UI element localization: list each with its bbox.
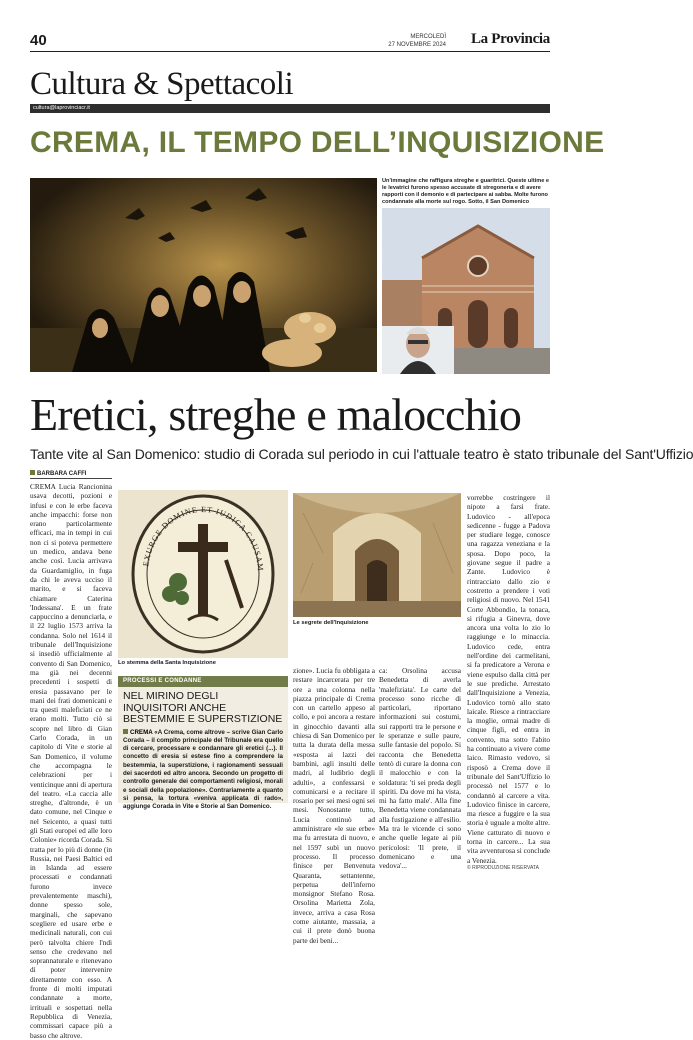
box-tag: PROCESSI E CONDANNE — [118, 676, 288, 687]
page-header — [30, 31, 550, 52]
san-domenico-photo — [382, 208, 550, 374]
article-column-4-text: vorrebbe costringere il nipote a farsi frate. Ludovico - all'epoca sedicenne - fugge a Padova per studiare legge, conosce una ragazza veneziana e la sposa. Dopo poco, la giovane segue il padre a Zante. Ludovico è rintracciato dallo zio e costretto a prendere i voti religiosi di nuovo. Nel 1541 Corte Abbondio, la tonaca, si rifugia a Ginevra, dove ancora una volta lo zio lo raggiunge e lo minaccia. Ludovico cede, entra nell'ordine dei carmelitani, si fa predicatore a Verona e viene espulso dalla città per le sue prediche. Arrestato dall'Inquisizione a Venezia, Ludovico tornò allo stato laicale. Riesce a rintracciare la moglie, ormai madre di cinque figli, ed entra in convento, ma sotto l'abito ha continuato a vivere come laico. Rimasto vedovo, si risposò a Crema dove il tribunale del Sant'Uffizio lo processò nel 1577 e lo condannò al carcere a vita. Ludovico finisce in carcere, ma riesce a fuggire e la sua storia è uguale a molte altre. Viene catturato di nuovo e torna in carcere... La sua vita avventurosa si conclude a Venezia. — [467, 493, 550, 865]
san-domenico-art — [382, 208, 550, 374]
byline-divider — [30, 478, 112, 479]
section-email: cultura@laprovinciacr.it — [33, 105, 90, 111]
page-number: 40 — [30, 32, 47, 49]
article-column-1: CREMA Lucia Rancionina usava decotti, pozioni e infusi e con le erbe faceva anche impacchi: forse non erano particolarmente efficaci, ma in tempi in cui non ci si poteva permettere un medico, andava bene anche così. Lucia arrivava da Guardamiglio, in fuga da chi le aveva ucciso il marito, e si faceva chiamare Caterina 'Indessana'. E un frate cappuccino a denunciarla, e il 22 luglio 1573 arriva la condanna. Solo nel 1614 il tribunale dell'Inquisizione si insediò ufficialmente al convento di San Domenico, ma già nei decenni precedenti i sospetti di eresia passavano per le mani dei frati domenicani e tra questi maleficiati ce ne erano molti. Tutto ciò si scopre nel libro di Gian Carlo Corada, in un capitolo di Vite e storie al San Domenico, il volume che accompagna le celebrazioni per i venticinque anni di apertura del teatro. «La caccia alle streghe, d'altronde, è un dato comune, nel Cinque e nel Seicento, a quasi tutti gli Stati europei ed alle loro Colonie» ricorda Corada. Si tratta per lo più di donne (in Russia, nei Paesi Baltici ed in Islanda ad essere processati e condannati furono invece prevalentemente maschi), donne spesso sole, marginali, che sapevano scegliere ed usare erbe e medicinali naturali, con cui però talvolta chiere l'ndi senso che credevano nel soprannaturale e ritenevano di poter intervenire direttamente con esso. A fronte di molti imputati condannate a morte, irrituali e sospettati nella Repubblica di Venezia, commissari capace più a basso che altrove. — [30, 482, 112, 1040]
box-lead: CREMA — [130, 728, 153, 736]
box-body — [118, 687, 288, 811]
inquisition-cellars-photo — [293, 493, 461, 617]
newspaper-masthead: La Provincia — [470, 31, 550, 47]
inquisition-coat-of-arms — [118, 490, 288, 658]
box-title: NEL MIRINO DEGLI INQUISITORI ANCHE BESTEMMIE E SUPERSTIZIONE — [123, 690, 283, 725]
byline-author: BARBARA CAFFI — [37, 471, 87, 477]
section-title: Cultura & Spettacoli — [30, 66, 294, 102]
photo-caption: Un'immagine che raffigura streghe e guaritrici. Queste ultime e le levatrici furono spesso accusate di stregoneria e di avere rapporti con il demonio e di partecipare ai sabba. Molte furono condannate alla morte sul rogo. Sotto, il San Domenico — [382, 178, 550, 205]
witches-painting-art — [30, 178, 377, 372]
byline-square-icon — [30, 470, 35, 475]
segreti-art — [293, 493, 461, 617]
kicker: CREMA, IL TEMPO DELL’INQUISIZIONE — [30, 126, 605, 159]
box-paragraph: «A Crema, come altrove – scrive Gian Carlo Corada – il compito principale del Tribunale era quello di cercare, processare e condannare gli eretici (...). Il concetto di eresia si estese fino a comprendere la bestemmia, la superstizione, i ragionamenti sessuali dei sacerdoti ed altro ancora. Secondo un progetto di controllo generale dei comportamenti religiosi, morali e sociali della popolazione». Contrariamente a quanto si pensa, la tortura «veniva applicata di rado», aggiunge Corada in Vite e Storie al San Domenico. — [123, 728, 283, 811]
stemma-art — [118, 490, 288, 658]
end-credit: © RIPRODUZIONE RISERVATA — [467, 864, 539, 871]
byline — [30, 470, 86, 477]
headline: Eretici, streghe e malocchio — [30, 389, 522, 440]
article-column-4 — [467, 493, 550, 871]
stemma-motto: EXURGE DOMINE ET IUDICA CAUSAM — [141, 504, 266, 572]
date: 27 NOVEMBRE 2024 — [388, 41, 446, 48]
article-column-2: zione». Lucia fu obbligata a restare incarcerata per tre ore a una colonna nella piazza principale di Crema con un cartello appeso al collo, e poi ancora a restare in ginocchio davanti alla chiesa di San Domenico per tutta la durata della messa «esposta ai lazzi dei bambini, agli insulti delle madri, al ludibrio degli adulti», a confessarsi e comunicarsi e a recitare il rosario per sei mesi ogni sei mesi. Nonostante tutto, Lucia continuò ad amministrare «le sue erbe» ma fu arrestata di nuovo, e nel 1597 subì un nuovo processo. Il processo finisce per Benvenuta Quaranta, settantenne, perpetua dell'inferno monsignor Stefano Rosa. Orsolina Marietta Zola, invece, arriva a casa Rosa come aiutante, massaia, a cui il prete donò buona parte dei beni... — [293, 666, 375, 945]
section-email-bar — [30, 104, 550, 113]
caption-stemma: Lo stemma della Santa Inquisizione — [118, 660, 216, 666]
article-column-3: ca: Orsolina accusa Benedetta di averla 'malefiziata'. Le carte del processo sono ricche di particolari, riportano informazioni sui costumi, sui rapporti tra le persone e le speranze e sulle paure, sulle fantasie del popolo. Si racconta che Benedetta tentò di curare la donna con il malocchio e con la soldatura: 'ti sei preda degli spiriti. Da dove mi ha vista, mi ha fatto male'. Alla fine Benedetta viene condannata alla fustigazione e all'esilio. Ma tra le vicende ci sono anche quelle legate ai più pericolosi: 'Il prete, il domenicano e una vedova'... — [379, 666, 461, 871]
box-text — [123, 729, 283, 812]
date-block — [388, 34, 446, 49]
subheadline: Tante vite al San Domenico: studio di Corada sul periodo in cui l'attuale teatro è stato tribunale del Sant'Uffizio — [30, 446, 693, 462]
witches-painting — [30, 178, 377, 372]
weekday: MERCOLEDÌ — [410, 34, 446, 40]
caption-segreti: Le segrete dell'Inquisizione — [293, 620, 369, 626]
box-square-icon — [123, 729, 128, 734]
